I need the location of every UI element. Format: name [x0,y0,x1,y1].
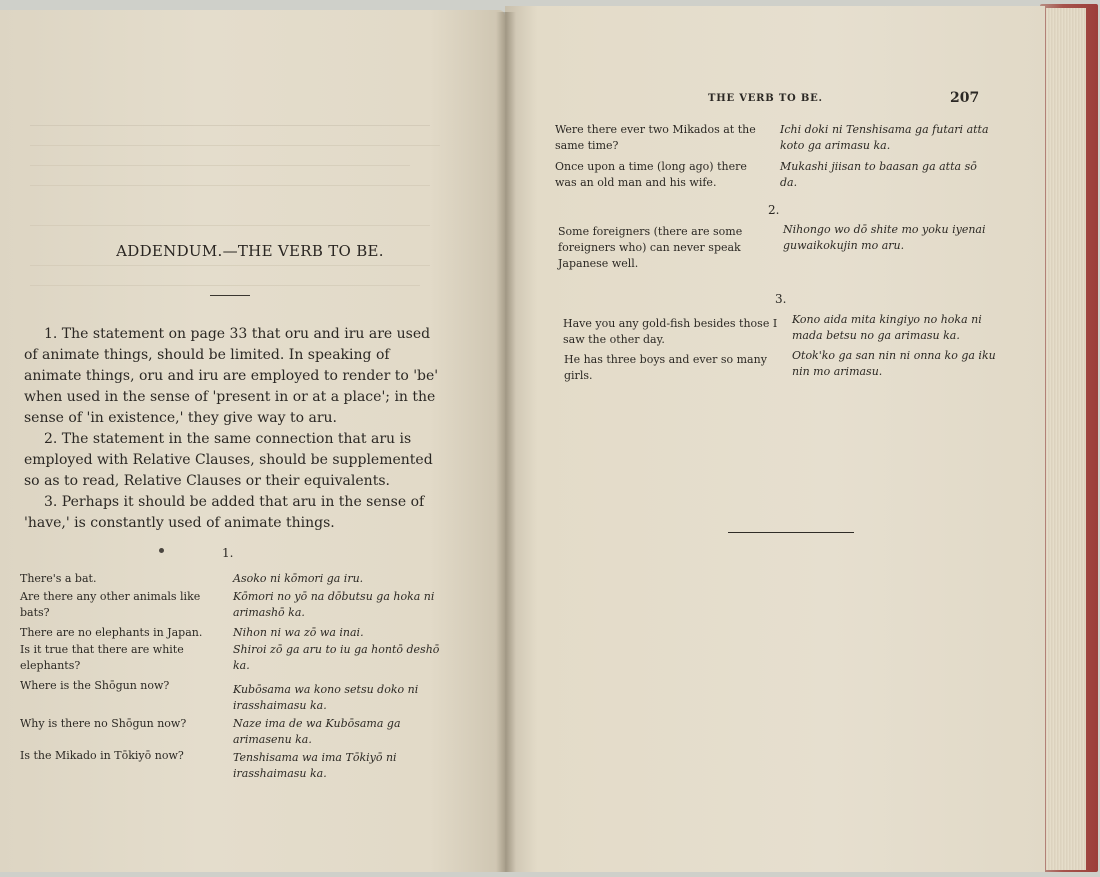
book-gutter [496,12,516,872]
bleed-through-line [30,165,410,166]
phrase-japanese: Mukashi jiisan to baasan ga atta sō da. [780,160,977,189]
bleed-through-line [30,185,430,186]
phrase-english: Where is the Shōgun now? [20,679,170,692]
phrase-english: Were there ever two Mikados at the same time? [555,123,756,152]
page-title: ADDENDUM.—THE VERB TO BE. [116,242,384,260]
phrase-english: Why is there no Shōgun now? [20,717,187,730]
phrase-english: Are there any other animals like bats? [20,590,201,619]
phrase-japanese: Otok'ko ga san nin ni onna ko ga iku nin mo arimasu. [792,349,996,378]
bleed-through-line [30,285,420,286]
phrase-japanese: Shiroi zō ga aru to iu ga hontō deshō ka. [233,643,440,672]
phrase-japanese: Nihongo wo dō shite mo yoku iyenai guwaikokujin mo aru. [783,223,986,252]
phrase-japanese: Ichi doki ni Tenshisama ga futari atta koto ga arimasu ka. [780,123,989,152]
phrase-japanese: Kubōsama wa kono setsu doko ni irasshaimasu ka. [233,683,419,712]
phrase-english: He has three boys and ever so many girls. [564,353,767,382]
phrase-japanese: Naze ima de wa Kubōsama ga arimasenu ka. [233,717,401,746]
paragraph-2: 2. The statement in the same connection that aru is employed with Relative Clauses, should be supplemented so as to read, Relative Clauses or their equivalents. [24,431,433,489]
phrase-english: Is the Mikado in Tōkiyō now? [20,749,184,762]
phrase-english: Once upon a time (long ago) there was an old man and his wife. [555,160,747,189]
title-rule [210,295,250,296]
phrase-english: There are no elephants in Japan. [20,626,203,639]
bleed-through-line [30,125,430,126]
phrase-english: Is it true that there are white elephants? [20,643,184,672]
phrase-english: There's a bat. [20,572,97,585]
phrase-japanese: Kono aida mita kingiyo no hoka ni mada betsu no ga arimasu ka. [792,313,982,342]
page-number: 207 [950,90,980,106]
phrase-english: Have you any gold-fish besides those I saw the other day. [563,317,778,346]
bleed-through-line [30,145,440,146]
paragraph-3: 3. Perhaps it should be added that aru in the sense of 'have,' is constantly used of animate things. [24,494,425,531]
phrase-japanese: Kōmori no yō na dōbutsu ga hoka ni arimashō ka. [233,590,435,619]
paragraph-1: 1. The statement on page 33 that oru and iru are used of animate things, should be limited. In speaking of animate things, oru and iru are employed to render to 'be' when used in the sense of 'present in or at a place'; in the sense of 'in existence,' they give way to aru. [24,326,439,426]
phrase-japanese: Nihon ni wa zō wa inai. [233,626,364,639]
section-number-2: 2. [768,203,780,217]
bleed-through-line [30,225,430,226]
bleed-through-line [30,265,430,266]
phrase-english: Some foreigners (there are some foreigners who) can never speak Japanese well. [558,225,743,270]
ink-speck [159,548,164,553]
end-rule [728,532,854,533]
phrase-japanese: Tenshisama wa ima Tōkiyō ni irasshaimasu ka. [233,751,397,780]
running-head: THE VERB TO BE. [708,93,823,104]
phrase-japanese: Asoko ni kōmori ga iru. [233,572,364,585]
section-number-1: 1. [222,546,234,560]
page-stack-edge [1046,8,1086,870]
section-number-3: 3. [775,292,787,306]
